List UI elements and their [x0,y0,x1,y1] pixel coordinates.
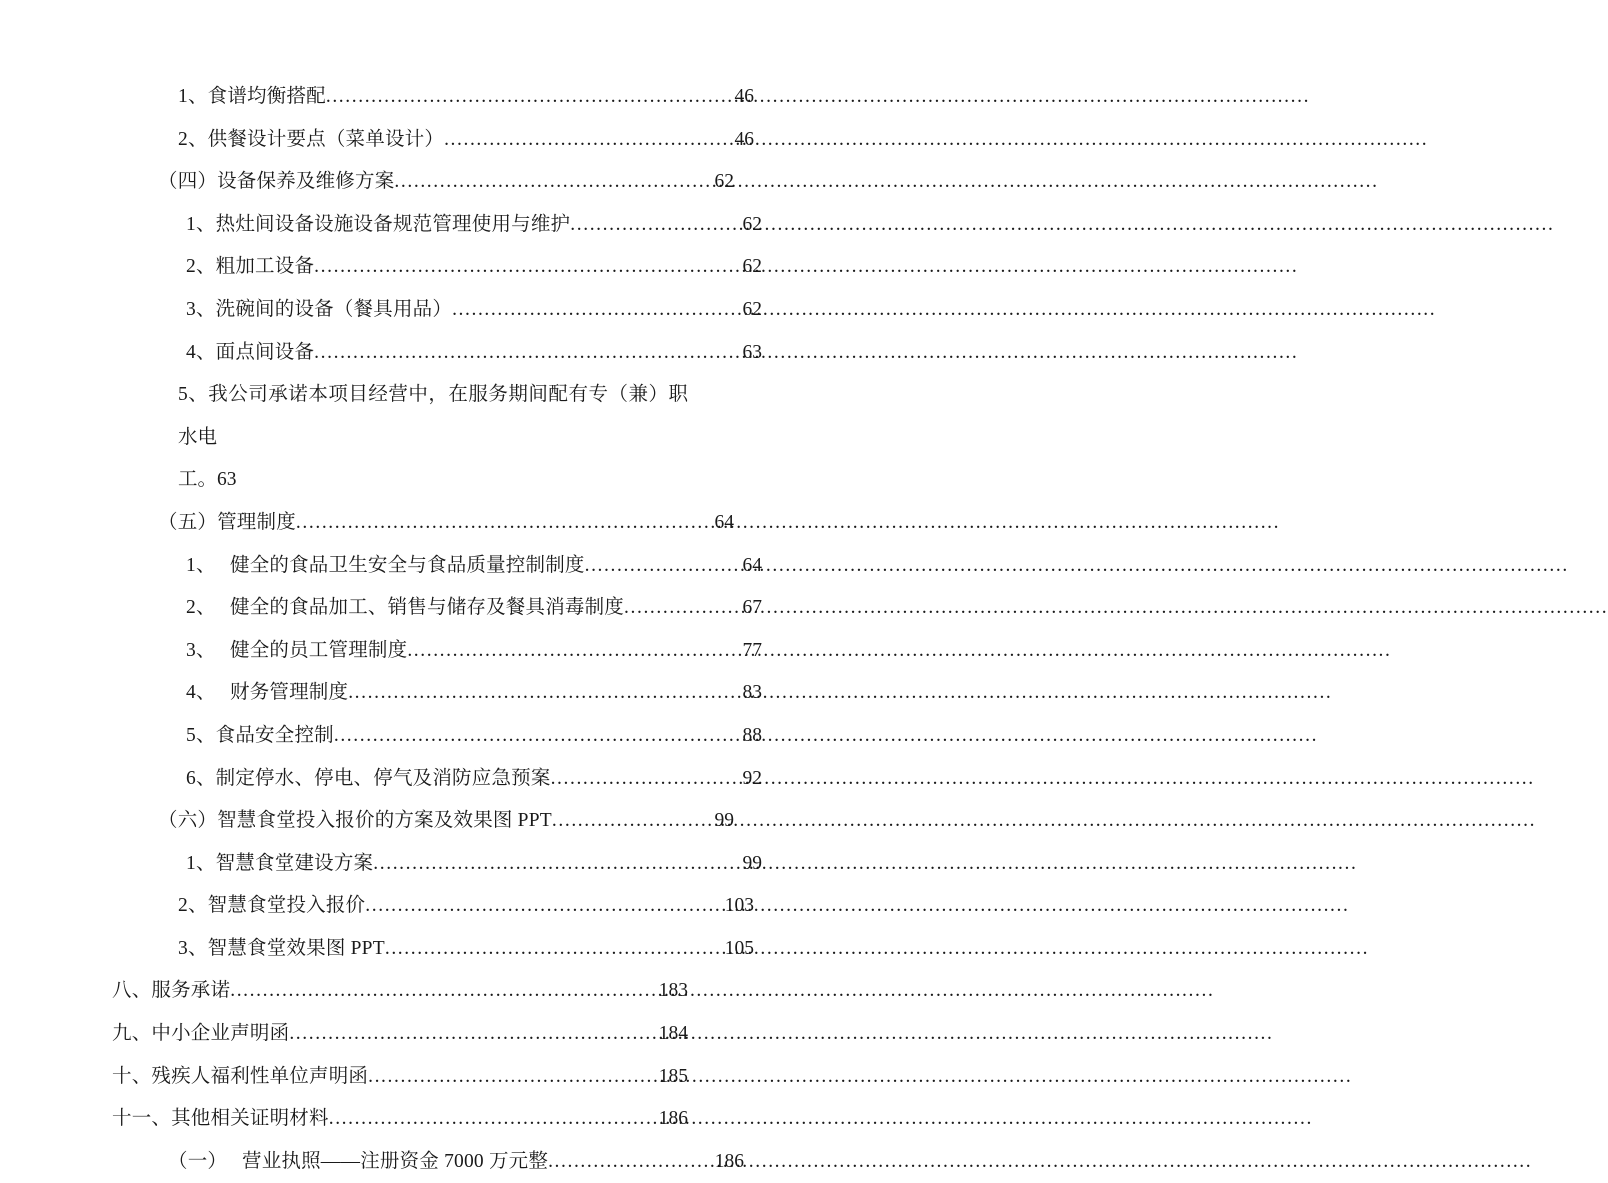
toc-entry-title: 智慧食堂效果图 PPT [207,937,385,959]
toc-entry-label [112,1056,368,1099]
toc-page-number: 46 [734,86,754,107]
dot-leader [326,76,728,119]
toc-entry-section[interactable] [112,1141,744,1183]
toc-entry[interactable] [112,715,762,758]
toc-entry[interactable] [112,630,762,673]
toc-page-number: 83 [742,682,762,704]
toc-page-number: 62 [714,171,734,193]
toc-entry-section[interactable] [112,502,734,545]
toc-entry-label [186,332,314,375]
toc-entry-section[interactable] [112,800,734,843]
toc-entry-title: 洗碗间的设备（餐具用品） [215,298,453,320]
toc-entry-title: 健全的员工管理制度 [230,639,408,661]
toc-entry-number: 2、 [186,597,216,619]
toc-page-number: 99 [714,810,734,832]
toc-entry-number: （五） [158,511,218,533]
toc-entry-section[interactable] [112,161,734,204]
toc-entry-label [158,502,296,545]
toc-page-number: 92 [742,767,762,789]
toc-entry-title: 热灶间设备设施设备规范管理使用与维护 [215,213,571,235]
toc-entry-title: 健全的食品卫生安全与食品质量控制制度 [230,554,585,576]
toc-entry-number: （四） [158,171,218,193]
toc-entry-label [178,885,365,928]
toc-entry-label [158,161,394,204]
dot-leader [334,715,736,758]
toc-entry-label [186,758,551,801]
toc-entry-number: 4、 [186,682,216,704]
toc-entry-number: 1、 [178,86,208,107]
toc-page-number: 62 [742,298,762,320]
toc-entry-title: 服务承诺 [151,980,231,1002]
toc-entry[interactable] [112,246,762,289]
toc-entry-chapter[interactable] [112,1056,688,1099]
toc-entry-title: 粗加工设备 [215,256,315,278]
toc-page-number: 67 [742,597,762,619]
dot-leader [548,1141,714,1183]
toc-page-number: 62 [742,213,762,235]
dot-leader [365,885,717,928]
toc-entry-label [112,1098,329,1141]
toc-entry-title: 供餐设计要点（菜单设计） [207,128,445,150]
toc-entry-number: 3、 [178,937,208,959]
dot-leader [230,970,652,1013]
dot-leader [385,928,718,971]
dot-leader [289,1013,657,1056]
toc-entry[interactable] [112,587,762,630]
toc-entry-label [186,715,334,758]
dot-leader [585,545,742,588]
toc-entry-wrapped[interactable] [112,374,688,502]
toc-entry[interactable] [112,885,754,928]
toc-entry-number: 九、 [112,1023,152,1045]
toc-entry[interactable] [112,672,762,715]
toc-entry-label [178,928,385,971]
toc-page-number: 77 [742,639,762,661]
toc-entry[interactable] [112,289,762,332]
toc-entry-title: 营业执照——注册资金 7000 万元整 [242,1150,549,1172]
dot-leader [348,672,735,715]
toc-entry-title: 制定停水、停电、停气及消防应急预案 [215,767,551,789]
toc-entry-label [178,119,444,162]
toc-entry-title: 财务管理制度 [230,682,349,704]
toc-entry[interactable] [112,204,762,247]
toc-entry-wrapped-line1: 5、我公司承诺本项目经营中，在服务期间配有专（兼）职水电 [178,384,688,448]
toc-entry-title: 智慧食堂投入报价 [207,895,366,917]
toc-entry[interactable] [112,758,762,801]
toc-entry-number: 1、 [186,852,216,874]
toc-page-number: 184 [658,1023,688,1045]
toc-entry-number: 十、 [112,1065,152,1087]
dot-leader [368,1056,658,1099]
toc-entry-label [186,246,314,289]
dot-leader [394,161,713,204]
toc-entry-chapter[interactable] [112,1013,688,1056]
toc-page-number: 88 [742,724,762,746]
dot-leader [329,1098,652,1141]
toc-entry-number: 2、 [178,895,208,917]
toc-entry-title: 智慧食堂投入报价的方案及效果图 PPT [217,810,552,832]
toc-page-number: 63 [742,341,762,363]
toc-entry-number: 2、 [186,256,216,278]
toc-entry-title: 中小企业声明函 [151,1023,290,1045]
toc-page-number: 64 [742,554,762,576]
toc-entry-label [186,587,624,630]
dot-leader [551,758,736,801]
dot-leader [452,289,741,332]
toc-entry-wrapped-line2: 工。63 [178,469,237,491]
toc-page-number: 46 [734,128,754,150]
dot-leader [314,246,735,289]
toc-entry-title: 其他相关证明材料 [171,1108,329,1130]
toc-entry-label [178,76,326,119]
toc-entry-number: （六） [158,810,218,832]
toc-entry-chapter[interactable] [112,970,688,1013]
toc-page-number: 186 [658,1108,688,1130]
toc-page-number: 99 [742,852,762,874]
dot-leader [296,502,708,545]
toc-entry-number: 八、 [112,980,152,1002]
toc-page-number: 183 [658,980,688,1002]
toc-entry-title: 食品安全控制 [215,724,334,746]
toc-entry-number: 4、 [186,341,216,363]
toc-page-number: 105 [724,937,754,959]
dot-leader [373,843,741,886]
toc-entry-label [186,289,452,332]
toc-entry-label [186,672,348,715]
document-page [0,0,794,1172]
toc-entry[interactable] [112,843,762,886]
toc-entry[interactable] [112,545,762,588]
toc-entry-title: 残疾人福利性单位声明函 [151,1065,369,1087]
toc-page-number: 186 [714,1150,744,1172]
table-of-contents [112,76,762,1183]
toc-entry-label [168,1141,548,1183]
toc-entry-title: 管理制度 [217,511,296,533]
toc-entry-label [186,843,373,886]
toc-entry-number: 2、 [178,128,208,150]
toc-entry-label [158,800,552,843]
toc-page-number: 64 [714,511,734,533]
dot-leader [624,587,741,630]
toc-entry[interactable] [112,119,754,162]
toc-page-number: 103 [724,895,754,917]
toc-entry-title: 面点间设备 [215,341,315,363]
toc-entry-number: 5、 [186,724,216,746]
toc-entry[interactable] [112,332,762,375]
dot-leader [570,204,735,247]
toc-entry-title: 食谱均衡搭配 [207,86,326,107]
toc-entry-label [112,970,230,1013]
dot-leader [407,630,735,673]
toc-entry-number: 3、 [186,298,216,320]
toc-entry-number: 十一、 [112,1108,172,1130]
toc-page-number: 185 [658,1065,688,1087]
toc-page-number: 62 [742,256,762,278]
dot-leader [552,800,714,843]
dot-leader [444,119,733,162]
toc-entry-label [112,1013,289,1056]
toc-entry-label [186,204,570,247]
toc-entry-number: （一） [168,1150,228,1172]
toc-entry-number: 1、 [186,213,216,235]
toc-entry-title: 设备保养及维修方案 [217,171,395,193]
toc-entry-number: 3、 [186,639,216,661]
toc-entry-number: 6、 [186,767,216,789]
dot-leader [314,332,741,375]
toc-entry-label [186,545,585,588]
toc-entry-title: 健全的食品加工、销售与储存及餐具消毒制度 [230,597,625,619]
toc-entry[interactable] [112,76,754,119]
toc-entry-title: 智慧食堂建设方案 [215,852,374,874]
toc-entry-label [186,630,407,673]
toc-entry-chapter[interactable] [112,1098,688,1141]
toc-entry[interactable] [112,928,754,971]
toc-entry-number: 1、 [186,554,216,576]
